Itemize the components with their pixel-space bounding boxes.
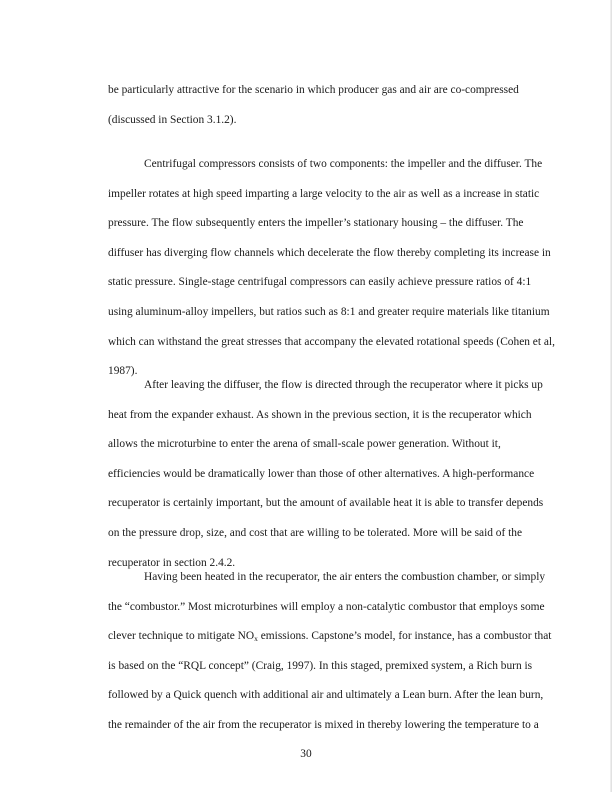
text-line: Centrifugal compressors consists of two components: the impeller and the diffuser. The (144, 158, 543, 170)
nox-subscript: x (254, 634, 258, 644)
text-line: the remainder of the air from the recuperator is mixed in thereby lowering the temperature to a (108, 718, 539, 731)
text-line: which can withstand the great stresses that accompany the elevated rotational speeds (Cohen et al, (108, 335, 555, 348)
page-number: 30 (300, 748, 312, 760)
text-line: recuperator is certainly important, but the amount of available heat it is able to transfer depends (108, 497, 544, 510)
text-line: diffuser has diverging flow channels which decelerate the flow thereby completing its increase in (108, 246, 551, 259)
text-line: recuperator in section 2.4.2. (108, 556, 236, 569)
text-line: Having been heated in the recuperator, the air enters the combustion chamber, or simply (144, 571, 546, 583)
text-line: static pressure. Single-stage centrifugal compressors can easily achieve pressure ratios of 4:1 (108, 276, 532, 289)
text-line: be particularly attractive for the scenario in which producer gas and air are co-compressed (108, 84, 519, 96)
text-line: allows the microturbine to enter the arena of small-scale power generation. Without it, (108, 438, 501, 451)
text-line: followed by a Quick quench with additional air and ultimately a Lean burn. After the lean burn, (108, 689, 544, 702)
paragraph-recuperator (108, 371, 544, 578)
paragraph-centrifugal-compressors (108, 150, 555, 387)
text-fragment: clever technique to mitigate NO (108, 630, 255, 643)
text-fragment: emissions. Capstone’s model, for instance, has a combustor that (257, 630, 552, 643)
text-line: heat from the expander exhaust. As shown in the previous section, it is the recuperator which (108, 408, 532, 421)
paragraph-combustor (108, 563, 552, 741)
text-line: impeller rotates at high speed imparting a large velocity to the air as well as a increase in static (108, 187, 540, 200)
text-line: is based on the “RQL concept” (Craig, 1997). In this staged, premixed system, a Rich burn is (108, 659, 533, 672)
text-line: efficiencies would be dramatically lower than those of other alternatives. A high-performance (108, 467, 535, 480)
text-line-nox (108, 622, 552, 652)
text-line: 1987). (108, 365, 138, 378)
text-line: the “combustor.” Most microturbines will employ a non-catalytic combustor that employs some (108, 600, 545, 613)
text-line: pressure. The flow subsequently enters the impeller’s stationary housing – the diffuser. The (108, 217, 524, 230)
paragraph-compression-note (108, 76, 518, 135)
text-line: using aluminum-alloy impellers, but ratios such as 8:1 and greater require materials like titanium (108, 305, 550, 318)
text-line: (discussed in Section 3.1.2). (108, 113, 237, 126)
text-line: After leaving the diffuser, the flow is directed through the recuperator where it picks up (144, 379, 543, 391)
text-line: on the pressure drop, size, and cost that are willing to be tolerated. More will be said of the (108, 526, 523, 539)
